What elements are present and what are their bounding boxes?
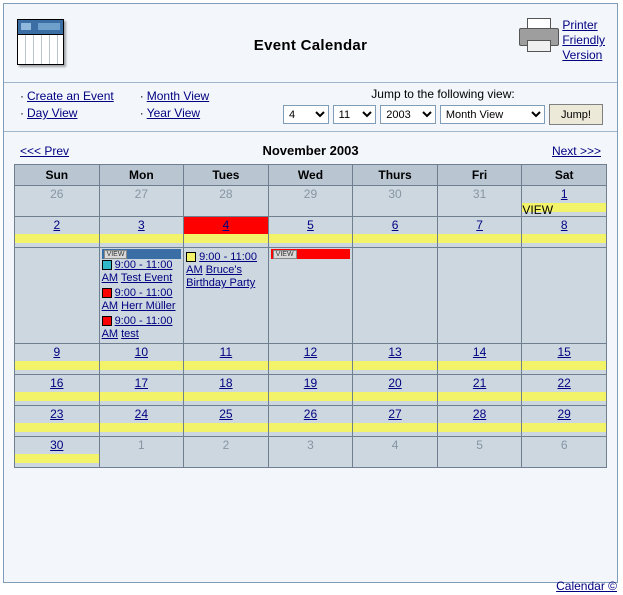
day-number bbox=[15, 375, 99, 392]
view-chip[interactable]: VIEW bbox=[273, 250, 297, 259]
day-cell[interactable] bbox=[437, 437, 522, 468]
day-number-link[interactable]: 9 bbox=[53, 345, 61, 359]
nav-links bbox=[20, 89, 209, 120]
day-cell[interactable] bbox=[99, 406, 184, 437]
calendar-week-row bbox=[15, 217, 607, 248]
weekday-sun: Sun bbox=[15, 165, 100, 186]
day-number-link[interactable]: 1 bbox=[560, 187, 568, 201]
day-cell[interactable] bbox=[437, 344, 522, 375]
nav-link-create-event[interactable]: Create an Event bbox=[27, 89, 114, 103]
event-item[interactable] bbox=[100, 315, 184, 343]
bullet-icon: · bbox=[20, 106, 24, 120]
day-cell[interactable] bbox=[268, 375, 353, 406]
jump-label: Jump to the following view: bbox=[371, 87, 515, 101]
day-number bbox=[269, 375, 353, 392]
day-cell[interactable] bbox=[15, 344, 100, 375]
day-number-link[interactable]: 3 bbox=[138, 218, 145, 232]
day-number bbox=[15, 437, 99, 454]
day-strip bbox=[269, 361, 353, 370]
day-strip bbox=[353, 454, 437, 463]
day-cell[interactable] bbox=[184, 406, 269, 437]
day-number-link[interactable]: 30 bbox=[50, 438, 64, 452]
day-number-link[interactable]: 26 bbox=[303, 407, 318, 421]
day-number-link[interactable]: 18 bbox=[219, 376, 233, 390]
day-cell[interactable] bbox=[184, 186, 269, 217]
event-cell-sun[interactable] bbox=[15, 248, 100, 344]
day-strip bbox=[15, 361, 99, 370]
day-cell[interactable] bbox=[353, 437, 438, 468]
day-number-link[interactable]: 10 bbox=[134, 345, 149, 359]
day-cell[interactable] bbox=[353, 375, 438, 406]
event-title[interactable]: test bbox=[121, 328, 139, 340]
day-cell[interactable] bbox=[437, 406, 522, 437]
day-cell[interactable] bbox=[268, 217, 353, 248]
event-cell-thurs[interactable] bbox=[353, 248, 438, 344]
day-number bbox=[269, 344, 353, 361]
day-number bbox=[100, 217, 184, 234]
day-strip bbox=[184, 361, 268, 370]
day-cell[interactable] bbox=[353, 217, 438, 248]
day-strip bbox=[438, 361, 522, 370]
day-cell[interactable] bbox=[15, 375, 100, 406]
calendar-nav bbox=[14, 138, 607, 164]
day-number bbox=[522, 217, 606, 234]
jump-view-select[interactable] bbox=[440, 105, 545, 124]
day-number: 31 bbox=[472, 187, 487, 201]
nav-item-month-view[interactable] bbox=[140, 89, 209, 103]
printer-link-line3[interactable]: Version bbox=[562, 48, 603, 62]
day-cell[interactable] bbox=[99, 186, 184, 217]
bullet-icon: · bbox=[139, 106, 144, 120]
day-number bbox=[438, 375, 522, 392]
view-chip[interactable]: VIEW bbox=[104, 250, 128, 259]
event-time[interactable]: 9:00 - 11:00 AM bbox=[101, 287, 173, 312]
day-number-link[interactable]: 8 bbox=[560, 218, 568, 232]
weekday-mon: Mon bbox=[99, 165, 184, 186]
calendar-week-row bbox=[15, 344, 607, 375]
calendar-area bbox=[4, 132, 617, 468]
day-cell[interactable] bbox=[522, 186, 607, 217]
day-number: 26 bbox=[50, 187, 64, 201]
day-cell[interactable] bbox=[522, 217, 607, 248]
day-cell[interactable] bbox=[184, 437, 269, 468]
day-cell[interactable] bbox=[437, 186, 522, 217]
day-strip bbox=[184, 454, 268, 463]
day-cell[interactable] bbox=[184, 375, 269, 406]
footer-calendar-link[interactable]: Calendar © bbox=[556, 579, 617, 593]
day-cell[interactable] bbox=[353, 344, 438, 375]
day-number bbox=[269, 217, 353, 234]
day-number: 28 bbox=[219, 187, 233, 201]
day-cell[interactable] bbox=[268, 186, 353, 217]
day-number: 27 bbox=[134, 187, 149, 201]
day-strip bbox=[269, 392, 353, 401]
day-strip bbox=[269, 423, 353, 432]
event-time[interactable]: 9:00 - 11:00 AM bbox=[101, 259, 173, 284]
day-number bbox=[15, 406, 99, 423]
calendar-week-row bbox=[15, 375, 607, 406]
nav-item-year-view[interactable] bbox=[140, 106, 209, 120]
day-strip bbox=[438, 203, 522, 212]
event-cell-sat[interactable] bbox=[522, 248, 607, 344]
day-number bbox=[184, 375, 268, 392]
view-chip[interactable]: VIEW bbox=[522, 203, 554, 217]
day-number-link[interactable]: 29 bbox=[557, 407, 571, 421]
day-number-link[interactable]: 6 bbox=[391, 218, 399, 232]
weekday-thurs: Thurs bbox=[353, 165, 438, 186]
day-number bbox=[353, 375, 437, 392]
jump-day-select[interactable] bbox=[283, 105, 329, 124]
event-color-swatch bbox=[102, 288, 112, 298]
day-strip bbox=[522, 361, 606, 370]
day-strip bbox=[269, 203, 353, 212]
printer-link-line1[interactable]: Printer bbox=[562, 18, 598, 32]
day-number bbox=[438, 406, 522, 423]
day-cell[interactable] bbox=[15, 437, 100, 468]
day-number: 3 bbox=[307, 438, 314, 452]
event-title[interactable]: Test Event bbox=[120, 272, 173, 284]
calendar-head bbox=[15, 165, 607, 186]
day-number-link[interactable]: 21 bbox=[472, 376, 487, 390]
day-number-link[interactable]: 23 bbox=[50, 407, 64, 421]
day-cell[interactable] bbox=[522, 344, 607, 375]
bullet-icon: · bbox=[20, 89, 24, 103]
day-cell[interactable] bbox=[99, 217, 184, 248]
day-cell[interactable] bbox=[99, 344, 184, 375]
day-number-link[interactable]: 17 bbox=[134, 376, 149, 390]
bullet-icon: · bbox=[139, 89, 144, 103]
day-number bbox=[438, 344, 522, 361]
day-number bbox=[15, 344, 99, 361]
event-item[interactable] bbox=[184, 248, 268, 292]
day-cell[interactable] bbox=[99, 375, 184, 406]
next-month-link[interactable]: Next >>> bbox=[551, 143, 601, 158]
printer-friendly-links[interactable] bbox=[562, 18, 605, 63]
event-cell-mon[interactable] bbox=[99, 248, 184, 344]
day-cell[interactable] bbox=[268, 344, 353, 375]
nav-link-year-view[interactable]: Year View bbox=[146, 106, 201, 120]
day-number bbox=[184, 217, 268, 234]
day-cell[interactable] bbox=[184, 344, 269, 375]
day-strip bbox=[522, 423, 606, 432]
day-number bbox=[269, 406, 353, 423]
day-number-link[interactable]: 20 bbox=[388, 376, 402, 390]
event-color-swatch bbox=[102, 316, 112, 326]
jump-controls bbox=[283, 104, 603, 125]
day-cell-today[interactable] bbox=[184, 217, 269, 248]
day-number-link[interactable]: 12 bbox=[303, 345, 318, 359]
day-number bbox=[438, 217, 522, 234]
day-strip bbox=[269, 234, 353, 243]
jump-panel bbox=[283, 87, 603, 125]
day-strip bbox=[184, 234, 268, 243]
day-strip bbox=[522, 392, 606, 401]
day-number bbox=[522, 344, 606, 361]
day-number bbox=[15, 217, 99, 234]
event-banner[interactable] bbox=[102, 249, 182, 259]
day-strip bbox=[100, 392, 184, 401]
day-cell[interactable] bbox=[15, 406, 100, 437]
weekday-header-row bbox=[15, 165, 607, 186]
nav-link-month-view[interactable]: Month View bbox=[146, 89, 210, 103]
day-number bbox=[100, 375, 184, 392]
day-number bbox=[522, 406, 606, 423]
page-title: Event Calendar bbox=[253, 37, 368, 54]
app-frame bbox=[3, 3, 618, 583]
day-cell[interactable] bbox=[15, 186, 100, 217]
day-cell[interactable] bbox=[268, 437, 353, 468]
calendar-icon-top bbox=[18, 20, 63, 35]
day-cell[interactable] bbox=[522, 437, 607, 468]
day-number: 6 bbox=[560, 438, 568, 452]
jump-month-select[interactable] bbox=[333, 105, 377, 124]
event-item[interactable] bbox=[100, 259, 184, 287]
day-number-link[interactable]: 4 bbox=[222, 218, 230, 232]
day-strip bbox=[15, 203, 99, 212]
day-strip bbox=[100, 203, 184, 212]
day-strip bbox=[184, 392, 268, 401]
day-number-link[interactable]: 7 bbox=[476, 218, 483, 232]
nav-item-day-view[interactable] bbox=[20, 106, 114, 120]
day-strip bbox=[353, 203, 437, 212]
day-number-link[interactable]: 11 bbox=[219, 345, 233, 359]
day-number bbox=[522, 186, 606, 203]
day-strip bbox=[15, 234, 99, 243]
calendar-week-row bbox=[15, 406, 607, 437]
day-number-link[interactable]: 22 bbox=[557, 376, 571, 390]
event-item[interactable] bbox=[100, 287, 184, 315]
event-cell-tues[interactable] bbox=[184, 248, 269, 344]
nav-column-left bbox=[20, 89, 114, 120]
day-number: 30 bbox=[388, 187, 402, 201]
event-title[interactable]: Bruce's Birthday Party bbox=[186, 264, 256, 289]
weekday-wed: Wed bbox=[268, 165, 353, 186]
printer-friendly-block[interactable] bbox=[519, 18, 605, 63]
day-number-link[interactable]: 16 bbox=[50, 376, 64, 390]
day-cell[interactable] bbox=[522, 375, 607, 406]
calendar-body bbox=[15, 186, 607, 468]
event-banner[interactable] bbox=[271, 249, 351, 259]
day-strip bbox=[353, 234, 437, 243]
printer-icon bbox=[519, 18, 557, 52]
event-color-swatch bbox=[102, 260, 112, 270]
day-strip bbox=[438, 234, 522, 243]
footer[interactable] bbox=[556, 579, 617, 593]
nav-link-day-view[interactable]: Day View bbox=[27, 106, 78, 120]
day-cell[interactable] bbox=[437, 217, 522, 248]
day-strip bbox=[184, 423, 268, 432]
day-strip bbox=[353, 392, 437, 401]
calendar-week-row bbox=[15, 186, 607, 217]
header bbox=[4, 4, 617, 82]
day-strip bbox=[15, 392, 99, 401]
day-strip bbox=[353, 361, 437, 370]
calendar-week-row bbox=[15, 437, 607, 468]
day-number: 2 bbox=[222, 438, 230, 452]
day-cell[interactable] bbox=[437, 375, 522, 406]
day-number: 29 bbox=[303, 187, 318, 201]
day-strip bbox=[438, 392, 522, 401]
day-strip bbox=[15, 454, 99, 463]
day-number bbox=[353, 344, 437, 361]
day-strip bbox=[438, 454, 522, 463]
weekday-fri: Fri bbox=[437, 165, 522, 186]
day-number bbox=[184, 344, 268, 361]
day-number-link[interactable]: 27 bbox=[388, 407, 402, 421]
printer-link-line2[interactable]: Friendly bbox=[562, 33, 605, 47]
day-cell[interactable] bbox=[353, 406, 438, 437]
weekday-sat: Sat bbox=[522, 165, 607, 186]
day-strip bbox=[438, 423, 522, 432]
calendar-event-row bbox=[15, 248, 607, 344]
day-number-link[interactable]: 13 bbox=[388, 345, 402, 359]
day-strip bbox=[353, 423, 437, 432]
day-number-link[interactable]: 28 bbox=[472, 407, 487, 421]
day-number-link[interactable]: 2 bbox=[53, 218, 61, 232]
day-strip bbox=[100, 454, 184, 463]
day-number-link[interactable]: 24 bbox=[134, 407, 149, 421]
day-number-link[interactable]: 19 bbox=[303, 376, 318, 390]
day-cell[interactable] bbox=[353, 186, 438, 217]
event-time[interactable]: 9:00 - 11:00 AM bbox=[101, 315, 173, 340]
day-strip bbox=[522, 203, 606, 217]
day-number bbox=[100, 344, 184, 361]
day-strip bbox=[15, 423, 99, 432]
nav-bar bbox=[4, 82, 617, 132]
event-cell-fri[interactable] bbox=[437, 248, 522, 344]
day-strip bbox=[100, 361, 184, 370]
nav-column-right bbox=[140, 89, 209, 120]
day-number bbox=[522, 375, 606, 392]
calendar-month-title: November 2003 bbox=[262, 143, 359, 158]
day-number-link[interactable]: 14 bbox=[472, 345, 487, 359]
event-color-swatch bbox=[186, 252, 196, 262]
event-cell-wed[interactable] bbox=[268, 248, 353, 344]
day-number-link[interactable]: 5 bbox=[307, 218, 314, 232]
day-number-link[interactable]: 25 bbox=[219, 407, 233, 421]
prev-month-link[interactable]: <<< Prev bbox=[20, 143, 70, 158]
weekday-tues: Tues bbox=[184, 165, 269, 186]
nav-item-create-event[interactable] bbox=[20, 89, 114, 103]
jump-button[interactable]: Jump! bbox=[549, 104, 603, 125]
calendar-table bbox=[14, 164, 607, 468]
day-number bbox=[184, 406, 268, 423]
day-cell[interactable] bbox=[99, 437, 184, 468]
day-number: 1 bbox=[138, 438, 145, 452]
day-number bbox=[353, 406, 437, 423]
day-strip bbox=[100, 423, 184, 432]
printer-icon-output bbox=[527, 40, 551, 52]
event-title[interactable]: Herr Müller bbox=[121, 300, 176, 312]
day-strip bbox=[100, 234, 184, 243]
day-cell[interactable] bbox=[15, 217, 100, 248]
day-number: 5 bbox=[476, 438, 483, 452]
jump-year-select[interactable] bbox=[380, 105, 436, 124]
day-number bbox=[353, 217, 437, 234]
day-number-link[interactable]: 15 bbox=[557, 345, 571, 359]
day-cell[interactable] bbox=[522, 406, 607, 437]
day-number: 4 bbox=[391, 438, 399, 452]
day-strip bbox=[184, 203, 268, 212]
day-strip bbox=[522, 234, 606, 243]
day-cell[interactable] bbox=[268, 406, 353, 437]
day-number bbox=[100, 406, 184, 423]
day-strip bbox=[522, 454, 606, 463]
day-strip bbox=[269, 454, 353, 463]
event-time[interactable]: 9:00 - 11:00 AM bbox=[186, 251, 258, 276]
